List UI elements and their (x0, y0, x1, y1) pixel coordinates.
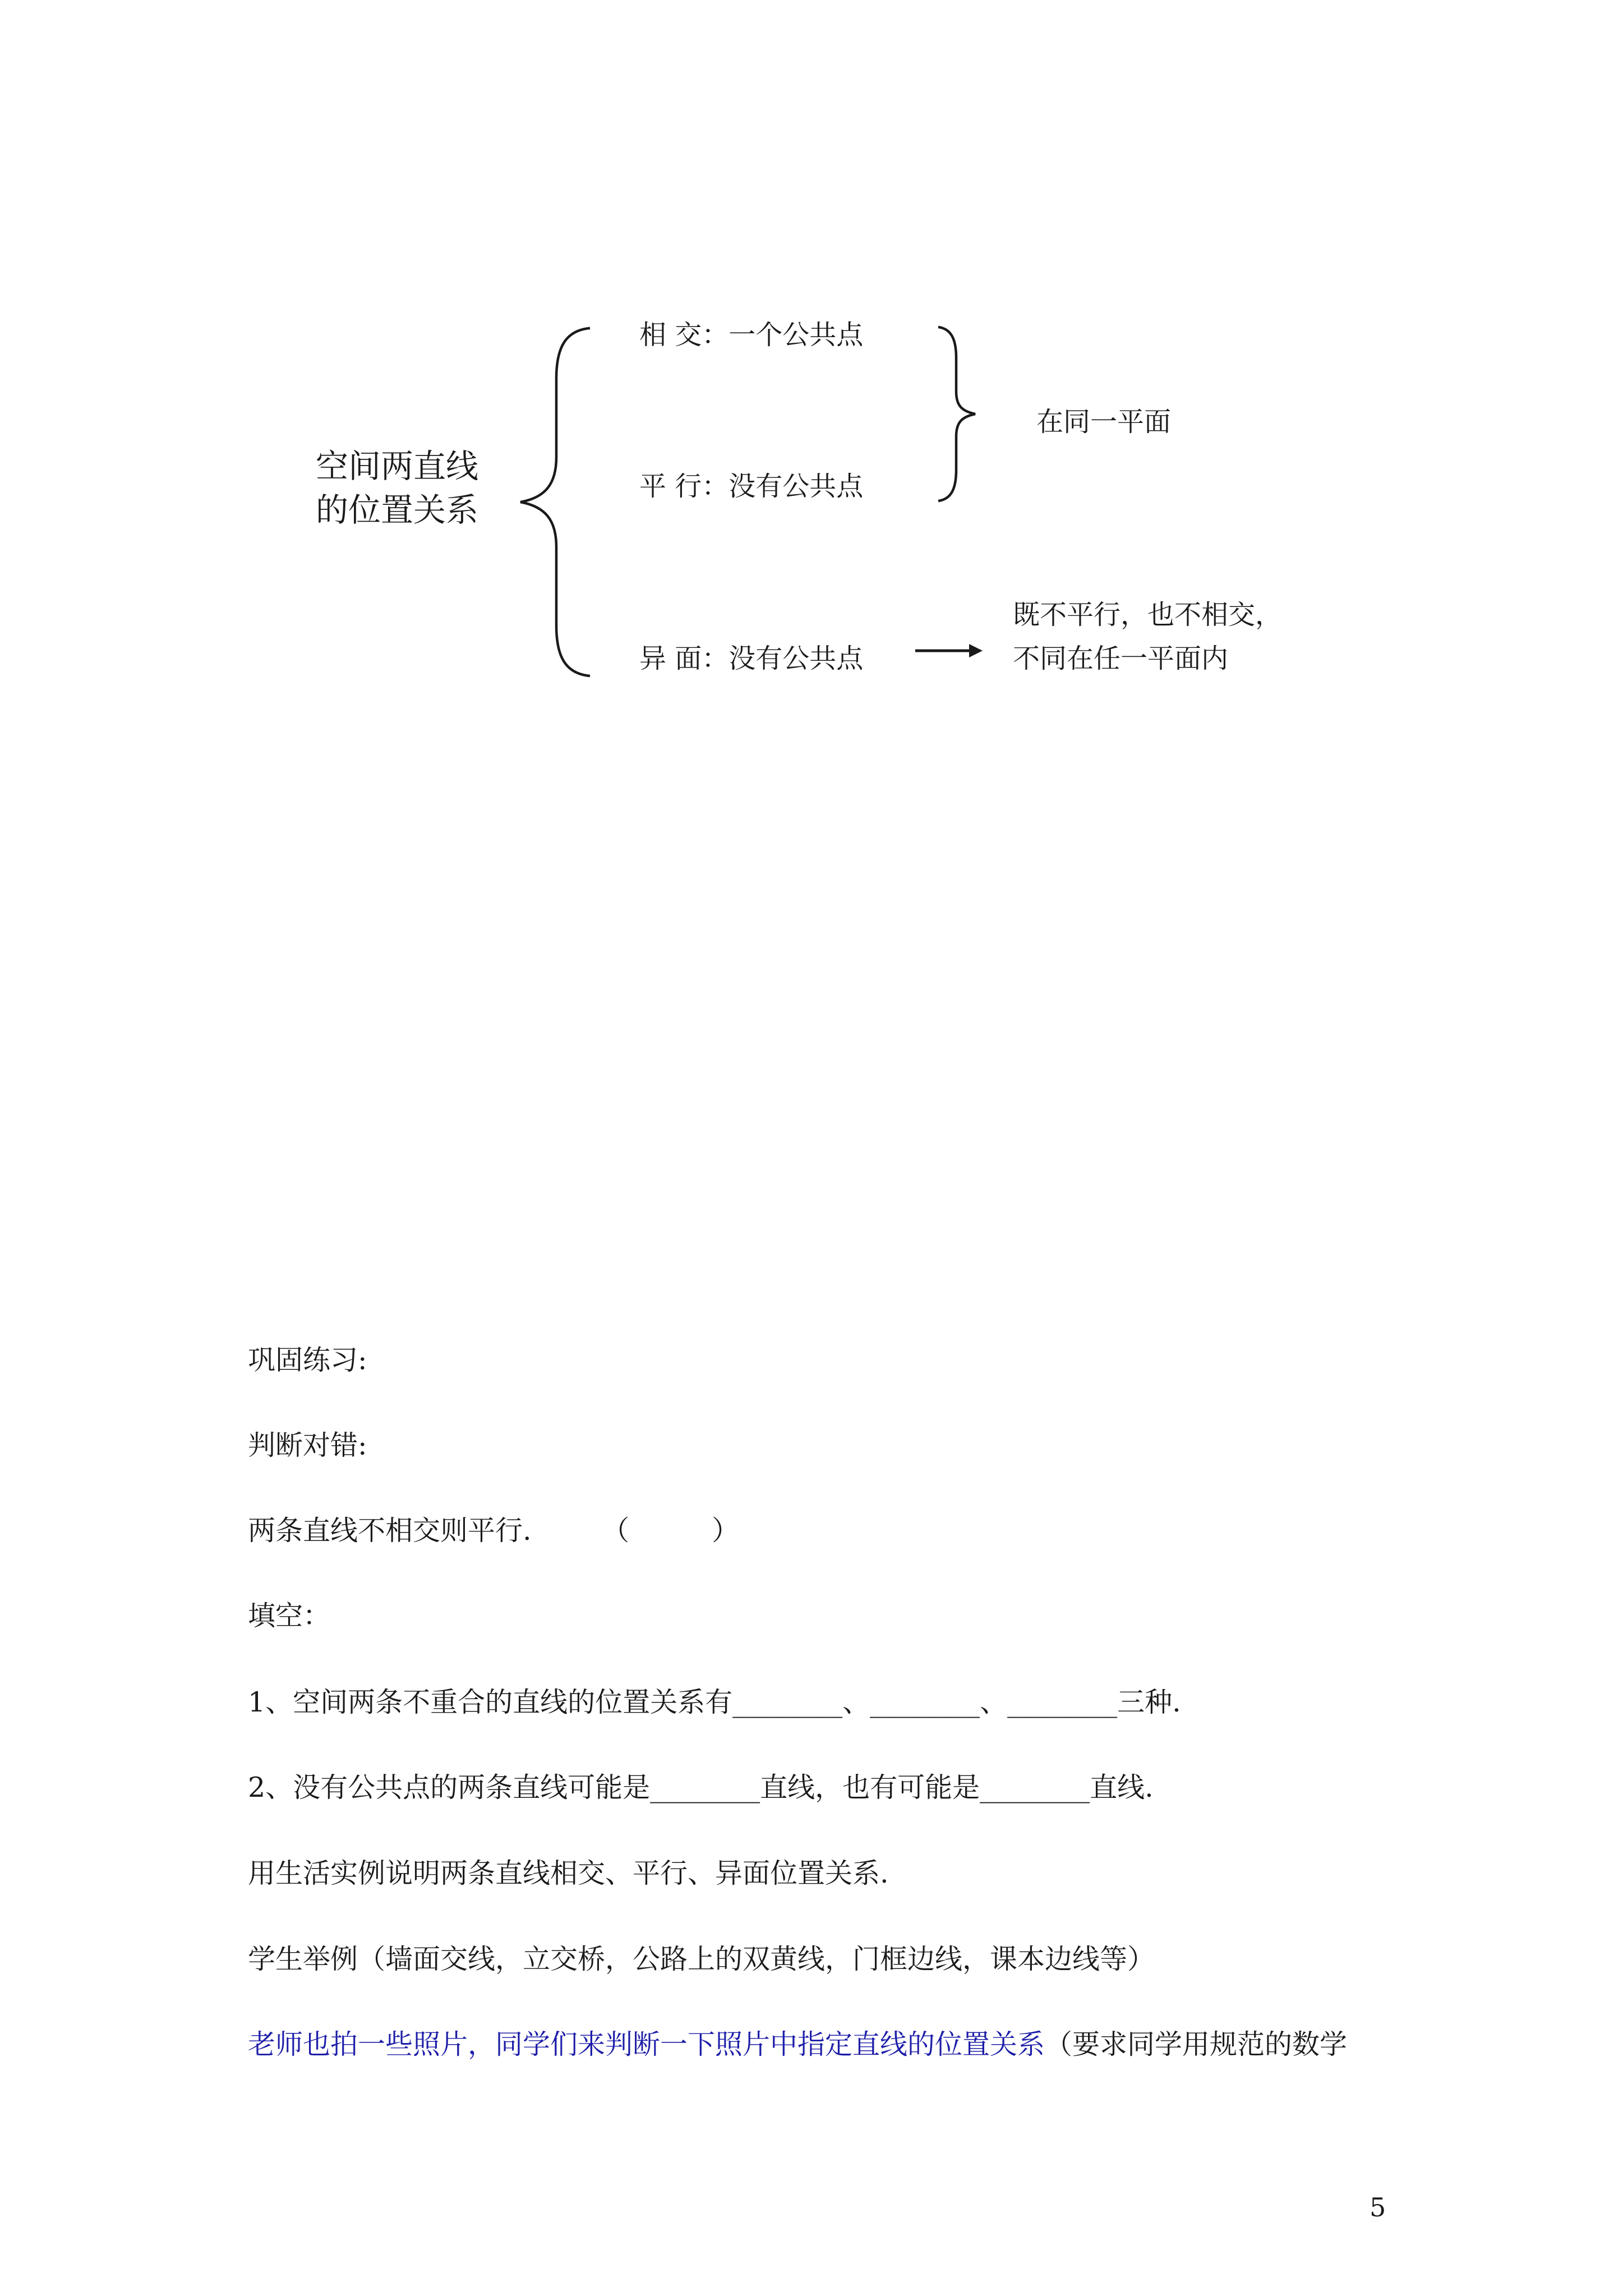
branch-parallel: 平 行：没有公共点 (639, 471, 864, 502)
example-prompt: 用生活实例说明两条直线相交、平行、异面位置关系. (248, 1857, 889, 1889)
fill-question-2: 2、没有公共点的两条直线可能是________直线，也有可能是________直线. (248, 1772, 1154, 1803)
branch-skew: 异 面：没有公共点 (639, 643, 864, 674)
exercise-heading: 巩固练习: (248, 1344, 367, 1376)
teacher-instruction (248, 2028, 1348, 2060)
teacher-instruction-highlight: 老师也拍一些照片，同学们来判断一下照片中指定直线的位置关系 (248, 2028, 1045, 2060)
student-examples: 学生举例（墙面交线，立交桥，公路上的双黄线，门框边线，课本边线等） (248, 1943, 1155, 1975)
left-brace (516, 328, 600, 676)
diagram-root-label (316, 444, 478, 532)
same-plane-label: 在同一平面 (1036, 406, 1172, 438)
judge-answer-paren: （ ） (602, 1515, 740, 1547)
root-label-line-1: 空间两直线 (316, 447, 479, 485)
branch-intersect: 相 交：一个公共点 (639, 319, 864, 351)
right-brace (934, 327, 979, 501)
judge-heading: 判断对错: (248, 1429, 367, 1461)
page-number: 5 (1370, 2192, 1386, 2223)
judge-item (248, 1515, 740, 1547)
fill-heading: 填空： (248, 1600, 331, 1632)
fill-question-1: 1、空间两条不重合的直线的位置关系有________、________、________三种. (248, 1686, 1181, 1718)
arrow-right-icon (915, 639, 983, 662)
root-label-line-2: 的位置关系 (316, 491, 479, 530)
skew-description-line-2: 不同在任一平面内 (1013, 643, 1229, 674)
teacher-instruction-rest: （要求同学用规范的数学 (1045, 2028, 1348, 2060)
skew-description-line-1: 既不平行，也不相交， (1013, 599, 1283, 631)
judge-statement: 两条直线不相交则平行. (248, 1515, 532, 1547)
